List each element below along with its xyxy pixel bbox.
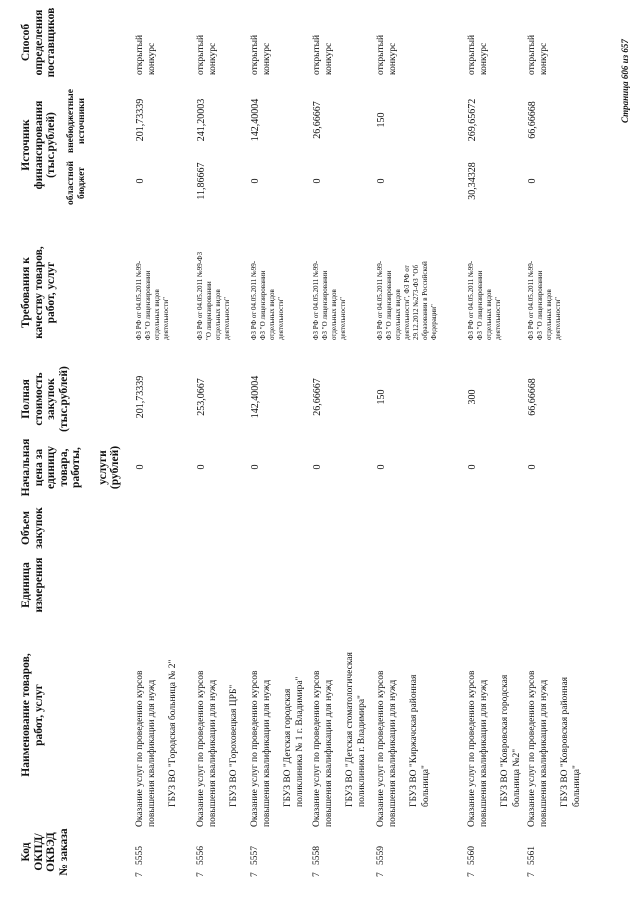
header-funding-line: (тыс.рублей) (45, 112, 57, 178)
row-total-cost: 26,66667 (312, 378, 323, 416)
row-requirements-line: образовании в Российской (421, 261, 429, 340)
header-unit-line: измерения (32, 557, 45, 613)
row-code: 7 (250, 872, 260, 877)
header-total-line: (тыс.рублей) (57, 366, 70, 432)
row-unit-price: 0 (467, 464, 478, 470)
row-total-cost: 253,0667 (196, 378, 207, 416)
header-total (20, 365, 70, 433)
row-requirements-line: отдельных видов (153, 289, 161, 340)
header-funding-extra (66, 87, 87, 155)
row-organization-line: больница №2" (511, 748, 522, 807)
row-requirements-line: отдельных видов (545, 289, 553, 340)
row-method-line: конкурс (478, 42, 489, 75)
row-order-number: 5560 (467, 846, 477, 865)
row-total-cost: 300 (467, 389, 478, 405)
row-requirements-line: ФЗ РФ от 04.05.2011 №99- (527, 260, 535, 340)
row-requirements-line: ФЗ "О лицензировании (259, 270, 267, 340)
row-name-line: повышения квалификации для нужд (387, 679, 398, 827)
row-requirements-line: ФЗ РФ от 04.05.2011 №99- (135, 260, 143, 340)
row-requirements-line: отдельных видов (330, 289, 338, 340)
row-requirements-line: отдельных видов (214, 289, 222, 340)
row-funding-extra: 26,66667 (312, 101, 323, 139)
row-unit-price: 0 (527, 464, 538, 470)
row-requirements-line: ФЗ РФ от 04.05.2011 №99- (250, 260, 258, 340)
row-name-line: Оказание услуг по проведению курсов (376, 670, 386, 827)
row-requirements-line: отдельных видов (268, 289, 276, 340)
row-method-line: конкурс (538, 42, 549, 75)
header-funding-regional-line: областной (66, 161, 76, 205)
row-method-line: конкурс (261, 42, 272, 75)
row-requirements-line: деятельности" (277, 297, 285, 340)
row-order-number: 5561 (527, 846, 537, 865)
row-funding-regional: 30,34328 (467, 162, 478, 200)
row-requirements-line: ФЗ РФ от 04.05.2011 №99- (467, 260, 475, 340)
header-requirements-line: качеству товаров, (32, 246, 45, 339)
row-requirements-line: ФЗ "О лицензировании (144, 270, 152, 340)
row-name-line: повышения квалификации для нужд (538, 679, 549, 827)
row-requirements-line: Федерации" (430, 304, 438, 340)
header-requirements-line: Требования к (20, 257, 32, 328)
row-order-number: 5558 (312, 846, 322, 865)
header-funding-line: Источник (20, 119, 32, 171)
row-name-line: Оказание услуг по проведению курсов (527, 670, 537, 827)
row-unit-price: 0 (376, 464, 387, 470)
header-funding-extra-line: источники (76, 98, 87, 144)
row-requirements-line: отдельных видов (485, 289, 493, 340)
row-funding-extra: 201,73339 (135, 98, 146, 142)
header-code-line: Код (20, 842, 32, 862)
row-organization-line: ГБУЗ ВО "Ковровская городская (500, 674, 510, 807)
row-total-cost: 66,66668 (527, 378, 538, 416)
header-name (20, 620, 45, 810)
row-code: 7 (196, 872, 206, 877)
header-code-line: № заказа (57, 828, 70, 876)
row-name-line: Оказание услуг по проведению курсов (196, 670, 206, 827)
header-unit-line: Единица (20, 562, 32, 608)
header-unit (20, 555, 45, 615)
row-organization-line: ГБУЗ ВО "Гороховецкая ЦРБ" (229, 684, 239, 807)
row-organization-line: ГБУЗ ВО "Детская городская (283, 688, 293, 807)
header-volume (20, 503, 45, 553)
row-name-line: повышения квалификации для нужд (261, 679, 272, 827)
header-price-line: товара, (57, 448, 70, 487)
row-requirements-line: ФЗ "О лицензировании (321, 270, 329, 340)
header-volume-line: Объем (20, 510, 32, 546)
row-requirements-line: деятельности" (339, 297, 347, 340)
row-funding-extra: 66,66668 (527, 101, 538, 139)
row-name-line: повышения квалификации для нужд (146, 679, 157, 827)
row-name-line: повышения квалификации для нужд (478, 679, 489, 827)
row-requirements-line: отдельных видов (394, 289, 402, 340)
row-total-cost: 150 (376, 389, 387, 405)
header-requirements-line: работ, услуг (45, 261, 57, 324)
row-requirements-line: деятельности" (223, 297, 231, 340)
header-price-line: цена за (32, 448, 45, 487)
row-requirements-line: "О лицензировании (205, 281, 213, 340)
row-unit-price: 0 (135, 464, 146, 470)
header-funding (20, 85, 58, 205)
row-requirements-line: деятельности", ФЗ РФ от (403, 265, 411, 340)
row-requirements-line: ФЗ РФ от 04.05.2011 №99- (376, 260, 384, 340)
header-price-line: работы, (70, 447, 82, 488)
header-funding-extra-line: внебюджетные (66, 89, 76, 153)
row-total-cost: 201,73339 (135, 375, 146, 419)
row-funding-extra: 142,40004 (250, 98, 261, 142)
header-code-line: ОКПД/ (32, 833, 45, 871)
row-funding-extra: 150 (376, 112, 387, 128)
row-order-number: 5555 (135, 846, 145, 865)
row-order-number: 5557 (250, 846, 260, 865)
row-name-line: Оказание услуг по проведению курсов (135, 670, 145, 827)
header-method-line: поставщиков (45, 7, 57, 78)
row-funding-regional: 11,86667 (196, 162, 207, 200)
row-organization-line: поликлиника № 1 г. Владимира" (294, 676, 305, 807)
header-price (20, 435, 122, 500)
row-method-line: конкурс (146, 42, 157, 75)
row-method-line: открытый (467, 34, 477, 75)
row-name-line: Оказание услуг по проведению курсов (250, 670, 260, 827)
row-method-line: открытый (196, 34, 206, 75)
row-funding-extra: 269,65672 (467, 98, 478, 142)
header-name-line: работ, услуг (32, 684, 45, 746)
header-code (20, 817, 70, 887)
row-organization-line: больница" (420, 765, 431, 807)
row-method-line: открытый (312, 34, 322, 75)
row-requirements-line: деятельности" (554, 297, 562, 340)
row-funding-regional: 0 (250, 178, 261, 184)
row-code: 7 (376, 872, 386, 877)
row-organization-line: поликлиника г. Владимира" (356, 695, 367, 807)
row-name-line: повышения квалификации для нужд (323, 679, 334, 827)
row-method-line: открытый (135, 34, 145, 75)
row-requirements-line: ФЗ РФ от 04.05.2011 №99- (312, 260, 320, 340)
row-funding-regional: 0 (135, 178, 146, 184)
row-organization-line: ГБУЗ ВО "Киржачская районная (409, 674, 419, 807)
header-method (20, 0, 58, 85)
row-organization-line: ГБУЗ ВО "Городская больница № 2" (168, 659, 178, 807)
header-funding-line: финансирования (32, 100, 45, 190)
header-price-line: (рублей) (109, 445, 121, 490)
row-method-line: открытый (376, 34, 386, 75)
row-funding-regional: 0 (312, 178, 323, 184)
row-name-line: Оказание услуг по проведению курсов (312, 670, 322, 827)
row-code: 7 (467, 872, 477, 877)
row-requirements-line: ФЗ РФ от 04.05.2011 №99-ФЗ (196, 251, 204, 340)
row-organization-line: ГБУЗ ВО "Ковровская районная (560, 676, 570, 807)
row-name-line: повышения квалификации для нужд (207, 679, 218, 827)
row-code: 7 (312, 872, 322, 877)
row-funding-regional: 0 (376, 178, 387, 184)
row-unit-price: 0 (312, 464, 323, 470)
row-requirements-line: 29.12.2012 №273-ФЗ "Об (412, 264, 420, 340)
row-unit-price: 0 (250, 464, 261, 470)
row-unit-price: 0 (196, 464, 207, 470)
row-organization-line: больница" (571, 765, 582, 807)
row-method-line: конкурс (387, 42, 398, 75)
header-method-line: определения (32, 9, 45, 76)
header-method-line: Способ (20, 23, 32, 62)
row-funding-extra: 241,20003 (196, 98, 207, 142)
row-method-line: конкурс (207, 42, 218, 75)
header-code-line: ОКВЭД (45, 832, 57, 872)
header-total-line: закупок (45, 378, 57, 420)
header-name-line: Наименование товаров, (20, 653, 32, 777)
row-code: 7 (527, 872, 537, 877)
header-price-line: услуги (96, 450, 109, 485)
page-number: Страница 606 из 657 (620, 39, 630, 123)
row-code: 7 (135, 872, 145, 877)
row-organization-line: ГБУЗ ВО "Детская стоматологическая (345, 652, 355, 807)
row-name-line: Оказание услуг по проведению курсов (467, 670, 477, 827)
header-volume-line: закупок (32, 507, 45, 549)
row-order-number: 5559 (376, 846, 386, 865)
row-method-line: конкурс (323, 42, 334, 75)
row-requirements-line: ФЗ "О лицензировании (536, 270, 544, 340)
header-funding-regional (66, 158, 87, 208)
row-total-cost: 142,40004 (250, 375, 261, 419)
row-requirements-line: ФЗ "О лицензировании (476, 270, 484, 340)
row-requirements-line: деятельности" (494, 297, 502, 340)
header-price-line: единицу (45, 445, 57, 490)
row-method-line: открытый (250, 34, 260, 75)
row-requirements-line: ФЗ "О лицензировании (385, 270, 393, 340)
row-method-line: открытый (527, 34, 537, 75)
header-requirements (20, 240, 58, 345)
header-price-line: Начальная (20, 438, 32, 497)
header-total-line: Полная (20, 379, 32, 419)
row-requirements-line: деятельности" (162, 297, 170, 340)
row-order-number: 5556 (196, 846, 206, 865)
header-funding-regional-line: бюджет (76, 167, 87, 199)
row-funding-regional: 0 (527, 178, 538, 184)
header-total-line: стоимость (32, 372, 45, 426)
